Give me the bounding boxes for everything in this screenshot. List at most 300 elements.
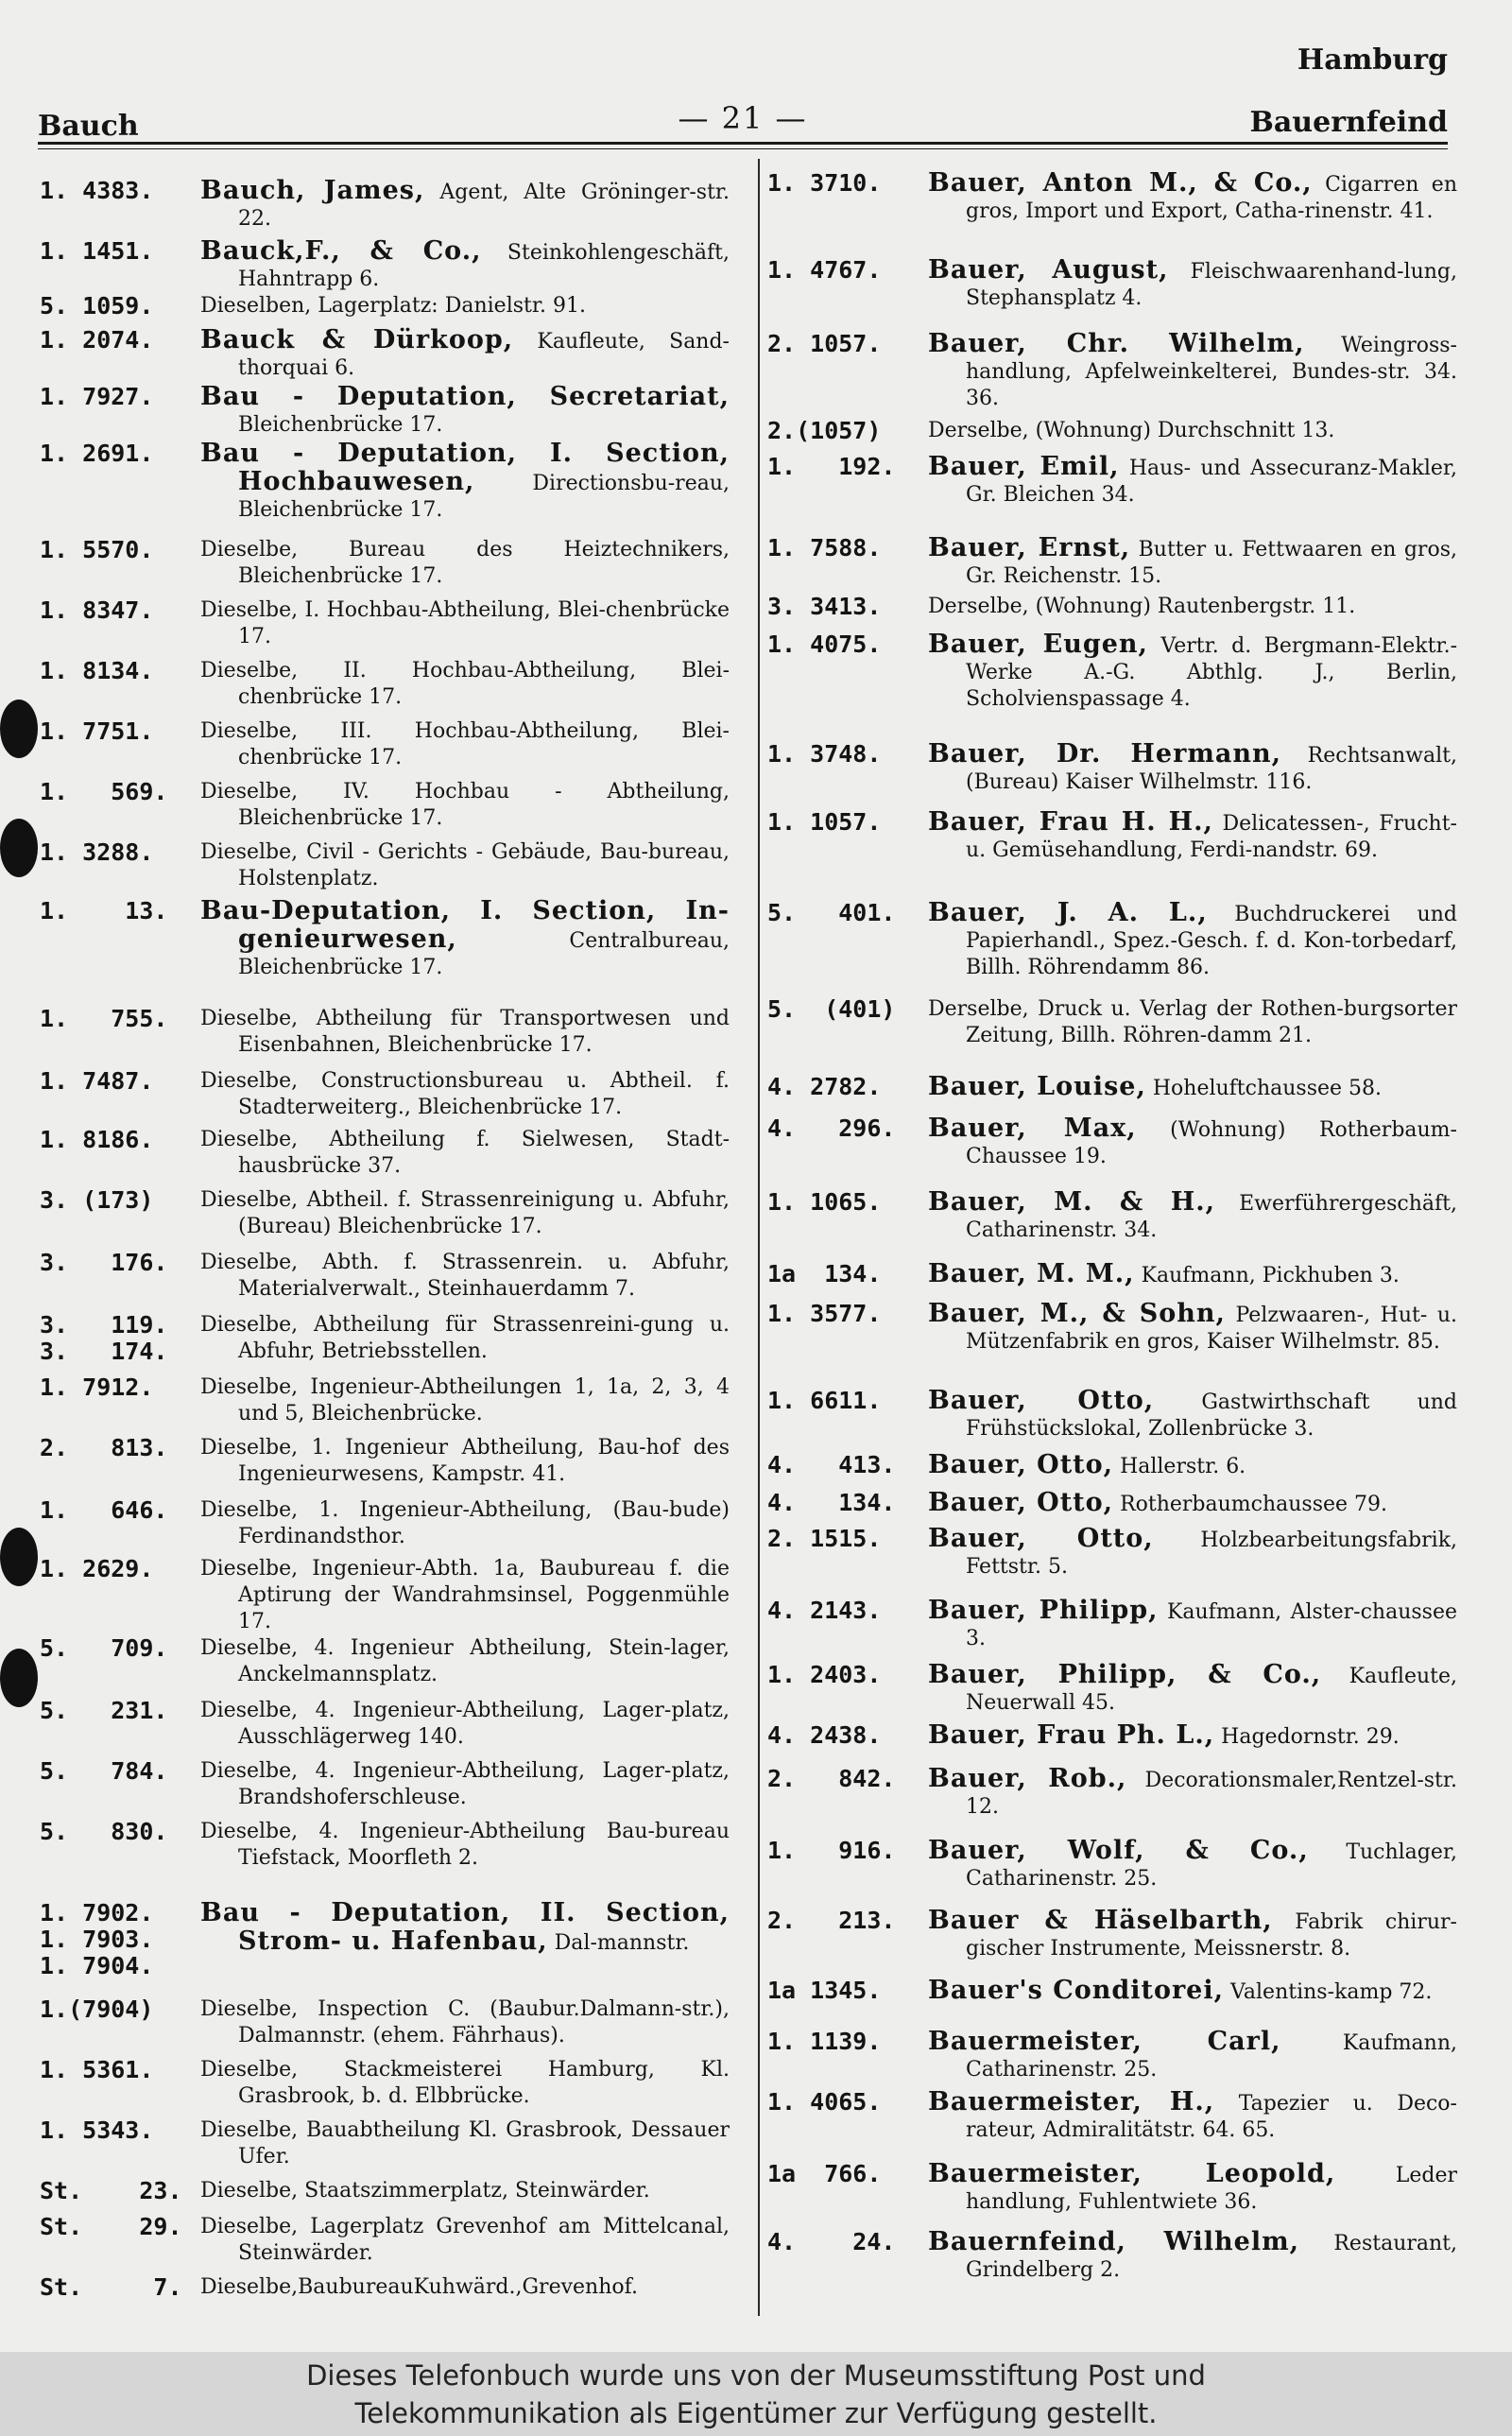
- entry-description: Dieselbe, I. Hochbau-Abtheilung, Blei-chenbrücke 17.: [200, 598, 730, 648]
- entry-name: Bauer, Chr. Wilhelm,: [928, 329, 1305, 358]
- entry-name: Bauer, Philipp, & Co.,: [928, 1660, 1322, 1689]
- phone-number: 1. 569.: [40, 778, 168, 805]
- directory-entry: [40, 384, 730, 439]
- entry-description: Dieselbe, Abtheilung für Strassenreini-gung u. Abfuhr, Betriebsstellen.: [200, 1313, 730, 1363]
- directory-entry: [40, 441, 730, 524]
- directory-entry: [767, 1115, 1457, 1170]
- entry-name: Bauermeister, Carl,: [928, 2027, 1281, 2056]
- entry-name: Bauck & Dürkoop,: [200, 325, 514, 354]
- directory-entry: [767, 1074, 1457, 1102]
- entry-text: [928, 1490, 1457, 1518]
- entry-description: Tuchlager, Catharinenstr. 25.: [966, 1840, 1457, 1891]
- entry-description: Dieselbe, 4. Ingenieur-Abtheilung, Lager-platz, Brandshoferschleuse.: [200, 1759, 730, 1809]
- entry-text: [200, 1819, 730, 1872]
- entry-text: [200, 2117, 730, 2170]
- phone-number: 1. 5361.: [40, 2056, 154, 2083]
- entry-text: [928, 257, 1457, 312]
- right-column: [767, 170, 1457, 2316]
- directory-entry: [767, 170, 1457, 225]
- directory-entry: [767, 594, 1457, 620]
- entry-name: Bau-Deputation, I. Section, In-genieurwesen,: [200, 896, 730, 954]
- entry-name: Bauermeister, Leopold,: [928, 2159, 1336, 2188]
- phone-number: 5. 830.: [40, 1818, 168, 1845]
- page-number: — 21 —: [678, 100, 808, 136]
- directory-entry: [40, 1374, 730, 1427]
- entry-description: Buchdruckerei und Papierhandl., Spez.-Gesch. f. d. Kon-torbedarf, Billh. Röhrendamm 86.: [966, 903, 1457, 979]
- header-rule-thin: [38, 148, 1448, 149]
- phone-number: 1. 7751.: [40, 717, 154, 745]
- header-rule: [38, 142, 1448, 145]
- directory-entry: [767, 1452, 1457, 1480]
- phone-number: 1. 2074.: [40, 326, 154, 354]
- directory-entry: [40, 1635, 730, 1688]
- directory-entry: [767, 809, 1457, 864]
- entry-name: Bauer, Philipp,: [928, 1596, 1159, 1625]
- directory-entry: [40, 2178, 730, 2204]
- entry-text: [928, 331, 1457, 412]
- entry-description: Holzbearbeitungsfabrik, Fettstr. 5.: [966, 1529, 1458, 1579]
- directory-entry: [40, 2057, 730, 2110]
- entry-text: [200, 2178, 730, 2204]
- entry-description: Dal-mannstr.: [554, 1931, 690, 1955]
- entry-text: [200, 597, 730, 650]
- entry-description: Dieselbe, Bureau des Heiztechnikers, Bleichenbrücke 17.: [200, 538, 730, 588]
- directory-entry: [40, 238, 730, 293]
- entry-name: Bauer, Frau H. H.,: [928, 807, 1213, 837]
- punch-hole: [0, 700, 38, 758]
- phone-number: 3. 176.: [40, 1249, 168, 1276]
- directory-entry: [40, 1435, 730, 1488]
- directory-entry: [767, 257, 1457, 312]
- entry-description: Kaufleute, Sand-thorquai 6.: [238, 330, 730, 380]
- phone-number: 3. (173): [40, 1186, 154, 1214]
- directory-entry: [767, 1838, 1457, 1892]
- directory-entry: [40, 718, 730, 771]
- directory-entry: [767, 1598, 1457, 1652]
- phone-number: 1. 192.: [767, 453, 896, 480]
- phone-number: 4. 24.: [767, 2228, 896, 2255]
- directory-entry: [40, 1758, 730, 1811]
- entry-name: Bauck,F., & Co.,: [200, 236, 482, 266]
- phone-number: 2.(1057): [767, 417, 882, 444]
- entry-name: Bauer, Otto,: [928, 1386, 1155, 1415]
- entry-name: Bauer, Frau Ph. L.,: [928, 1720, 1215, 1750]
- entry-name: Bauer, Otto,: [928, 1488, 1114, 1517]
- directory-entry: [767, 900, 1457, 981]
- page-header: [38, 38, 1448, 151]
- phone-number: 2. 813.: [40, 1434, 168, 1461]
- entry-name: Bauer, M. & H.,: [928, 1187, 1216, 1217]
- entry-text: [200, 1556, 730, 1635]
- phone-number: 3. 119. 3. 174.: [40, 1311, 168, 1365]
- entry-text: [200, 2274, 730, 2301]
- directory-entry: [40, 2274, 730, 2301]
- entry-name: Bauer, Otto,: [928, 1450, 1114, 1479]
- phone-number: 1. 3710.: [767, 169, 882, 197]
- phone-number: 5. 1059.: [40, 292, 154, 320]
- phone-number: 1. 2629.: [40, 1555, 154, 1582]
- entry-description: Restaurant, Grindelberg 2.: [966, 2232, 1457, 2282]
- entry-text: [200, 384, 730, 439]
- directory-entry: [767, 1301, 1457, 1356]
- entry-name: Bau - Deputation, I. Section, Hochbauwesen,: [200, 439, 730, 496]
- entry-text: [928, 2161, 1457, 2216]
- entry-description: Dieselbe, Constructionsbureau u. Abtheil. f. Stadterweiterg., Bleichenbrücke 17.: [200, 1069, 730, 1119]
- phone-number: 1. 1139.: [767, 2028, 882, 2055]
- right-catchword: Bauernfeind: [1249, 106, 1448, 139]
- phone-number: 5. 401.: [767, 899, 896, 926]
- entry-description: Pelzwaaren-, Hut- u. Mützenfabrik en gros, Kaiser Wilhelmstr. 85.: [966, 1304, 1458, 1354]
- phone-number: 1. 7902. 1. 7903. 1. 7904.: [40, 1899, 154, 1979]
- entry-text: [928, 2229, 1457, 2284]
- phone-number: 4. 2143.: [767, 1597, 882, 1624]
- directory-entry: [40, 1250, 730, 1303]
- entry-text: [928, 1908, 1457, 1962]
- entry-description: Rotherbaumchaussee 79.: [1120, 1493, 1388, 1516]
- phone-number: 1. 8186.: [40, 1126, 154, 1153]
- city-label: Hamburg: [1297, 43, 1448, 77]
- entry-description: Dieselbe, Staatszimmerplatz, Steinwärder.: [200, 2179, 650, 2203]
- directory-entry: [40, 1312, 730, 1365]
- directory-entry: [40, 1006, 730, 1059]
- directory-entry: [767, 2229, 1457, 2284]
- phone-number: 1. 1451.: [40, 237, 154, 265]
- directory-entry: [40, 1068, 730, 1121]
- directory-entry: [40, 779, 730, 832]
- entry-text: [200, 1068, 730, 1121]
- phone-number: 1a 134.: [767, 1260, 882, 1287]
- entry-text: [200, 1312, 730, 1365]
- entry-text: [200, 178, 730, 233]
- entry-text: [928, 631, 1457, 713]
- entry-description: Steinkohlengeschäft, Hahntrapp 6.: [238, 241, 730, 291]
- entry-description: Kaufmann, Catharinenstr. 25.: [966, 2031, 1457, 2082]
- phone-number: 5. 709.: [40, 1634, 168, 1662]
- phone-number: 4. 413.: [767, 1451, 896, 1478]
- phone-number: 4. 296.: [767, 1114, 896, 1142]
- footer-notice: [0, 2352, 1512, 2436]
- entry-text: [200, 1435, 730, 1488]
- phone-number: 1. 2691.: [40, 440, 154, 467]
- directory-entry: [40, 327, 730, 382]
- phone-number: 1. 5343.: [40, 2116, 154, 2144]
- phone-number: 1. 7487.: [40, 1067, 154, 1095]
- directory-entry: [767, 631, 1457, 713]
- entry-description: Gastwirthschaft und Frühstückslokal, Zollenbrücke 3.: [966, 1391, 1457, 1441]
- entry-text: [928, 1115, 1457, 1170]
- entry-description: Dieselben, Lagerplatz: Danielstr. 91.: [200, 294, 586, 318]
- entry-description: Dieselbe, 4. Ingenieur Abtheilung, Stein-lager, Anckelmannsplatz.: [200, 1636, 730, 1686]
- phone-number: St. 23.: [40, 2177, 182, 2204]
- entry-name: Bauer, Ernst,: [928, 533, 1131, 562]
- entry-text: [928, 418, 1457, 444]
- entry-description: Directionsbu-reau, Bleichenbrücke 17.: [238, 472, 730, 522]
- entry-text: [200, 2214, 730, 2267]
- directory-entry: [40, 537, 730, 590]
- entry-description: Dieselbe, IV. Hochbau - Abtheilung, Bleichenbrücke 17.: [200, 780, 730, 830]
- phone-number: 2. 842.: [767, 1765, 896, 1792]
- phone-number: 2. 1515.: [767, 1525, 882, 1552]
- entry-text: [200, 1900, 730, 1979]
- phone-number: 1. 3288.: [40, 838, 154, 866]
- entry-description: Weingross-handlung, Apfelweinkelterei, Bundes-str. 34. 36.: [966, 334, 1457, 410]
- entry-description: Dieselbe, Abtheilung für Transportwesen und Eisenbahnen, Bleichenbrücke 17.: [200, 1007, 730, 1057]
- entry-description: Delicatessen-, Frucht- u. Gemüsehandlung, Ferdi-nandstr. 69.: [966, 812, 1457, 862]
- entry-description: (Wohnung) Rotherbaum-Chaussee 19.: [966, 1118, 1457, 1168]
- directory-entry: [40, 658, 730, 711]
- entry-description: Derselbe, Druck u. Verlag der Rothen-burgsorter Zeitung, Billh. Röhren-damm 21.: [928, 997, 1457, 1047]
- phone-number: 1a 766.: [767, 2160, 882, 2187]
- phone-number: 1. 8347.: [40, 596, 154, 624]
- entry-text: [200, 327, 730, 382]
- punch-hole: [0, 1649, 38, 1707]
- entry-description: Decorationsmaler,Rentzel-str. 12.: [966, 1769, 1457, 1819]
- entry-name: Bauer, Anton M., & Co.,: [928, 168, 1313, 198]
- left-catchword: Bauch: [38, 110, 139, 143]
- directory-entry: [767, 1662, 1457, 1717]
- entry-description: Kaufleute, Neuerwall 45.: [966, 1665, 1457, 1715]
- entry-name: Bauer, Otto,: [928, 1524, 1154, 1553]
- directory-entry: [40, 898, 730, 981]
- entry-text: [200, 898, 730, 981]
- entry-text: [200, 1006, 730, 1059]
- directory-entry: [767, 1766, 1457, 1821]
- entry-description: Agent, Alte Gröninger-str. 22.: [238, 181, 730, 231]
- entry-name: Bauer, Emil,: [928, 452, 1120, 481]
- entry-description: Dieselbe, II. Hochbau-Abtheilung, Blei-chenbrücke 17.: [200, 659, 730, 709]
- directory-entry: [40, 1497, 730, 1550]
- directory-entry: [40, 1187, 730, 1240]
- entry-text: [928, 2089, 1457, 2144]
- entry-name: Bauermeister, H.,: [928, 2087, 1215, 2116]
- entry-text: [200, 1497, 730, 1550]
- entry-name: Bauer, J. A. L.,: [928, 898, 1208, 927]
- entry-text: [928, 454, 1457, 509]
- entry-name: Bauch, James,: [200, 176, 425, 205]
- directory-entry: [767, 1908, 1457, 1962]
- directory-entry: [767, 1388, 1457, 1443]
- entry-name: Bauer, Wolf, & Co.,: [928, 1836, 1309, 1865]
- entry-text: [928, 2029, 1457, 2083]
- entry-text: [200, 1635, 730, 1688]
- phone-number: 1. 4065.: [767, 2088, 882, 2116]
- entry-name: Bauer, M. M.,: [928, 1259, 1135, 1288]
- directory-entry: [767, 1526, 1457, 1581]
- phone-number: 5. (401): [767, 995, 896, 1023]
- entry-text: [928, 170, 1457, 225]
- directory-entry: [767, 1978, 1457, 2006]
- entry-text: [928, 1598, 1457, 1652]
- phone-number: 1. 646.: [40, 1496, 168, 1524]
- entry-description: Leder handlung, Fuhlentwiete 36.: [966, 2164, 1458, 2214]
- entry-text: [200, 1187, 730, 1240]
- directory-entry: [767, 454, 1457, 509]
- column-divider: [758, 159, 760, 2316]
- phone-number: 1. 7927.: [40, 383, 154, 410]
- entry-description: Dieselbe, Abtheilung f. Sielwesen, Stadt-hausbrücke 37.: [200, 1128, 730, 1178]
- directory-entry: [40, 1556, 730, 1635]
- entry-description: Bleichenbrücke 17.: [238, 413, 443, 437]
- phone-number: 1. 4075.: [767, 631, 882, 658]
- entry-description: Dieselbe, Abth. f. Strassenrein. u. Abfuhr, Materialverwalt., Steinhauerdamm 7.: [200, 1251, 730, 1301]
- directory-entry: [767, 418, 1457, 444]
- entry-text: [200, 1250, 730, 1303]
- entry-name: Bauer, Eugen,: [928, 630, 1148, 659]
- entry-name: Bau - Deputation, Secretariat,: [200, 382, 730, 411]
- entry-name: Bauer's Conditorei,: [928, 1976, 1225, 2005]
- entry-description: Dieselbe, III. Hochbau-Abtheilung, Blei-chenbrücke 17.: [200, 719, 730, 769]
- phone-number: St. 29.: [40, 2213, 182, 2240]
- entry-description: Fleischwaarenhand-lung, Stephansplatz 4.: [966, 260, 1457, 310]
- entry-description: Ewerführergeschäft, Catharinenstr. 34.: [966, 1192, 1457, 1242]
- directory-entry: [767, 1189, 1457, 1244]
- entry-text: [200, 441, 730, 524]
- phone-number: 1. 2403.: [767, 1661, 882, 1688]
- entry-description: Dieselbe,BaubureauKuhwärd.,Grevenhof.: [200, 2275, 638, 2299]
- phone-number: 1. 916.: [767, 1837, 896, 1864]
- entry-description: Centralbureau, Bleichenbrücke 17.: [238, 929, 730, 979]
- entry-name: Bauer, August,: [928, 255, 1169, 285]
- entry-text: [928, 535, 1457, 590]
- entry-text: [928, 1722, 1457, 1751]
- entry-text: [200, 293, 730, 320]
- phone-number: 2. 213.: [767, 1907, 896, 1934]
- entry-text: [928, 1388, 1457, 1443]
- directory-entry: [40, 597, 730, 650]
- entry-description: Valentins-kamp 72.: [1230, 1980, 1433, 2004]
- entry-description: Fabrik chirur-gischer Instrumente, Meissnerstr. 8.: [966, 1910, 1457, 1961]
- directory-entry: [40, 2214, 730, 2267]
- entry-text: [928, 1452, 1457, 1480]
- entry-description: Tapezier u. Deco-rateur, Admiralitätstr. 64. 65.: [966, 2092, 1457, 2142]
- entry-name: Bauer & Häselbarth,: [928, 1906, 1273, 1935]
- entry-description: Kaufmann, Alster-chaussee 3.: [966, 1600, 1457, 1650]
- entry-text: [928, 1838, 1457, 1892]
- phone-number: 1. 8134.: [40, 657, 154, 684]
- directory-entry: [40, 1127, 730, 1180]
- entry-description: Dieselbe, 4. Ingenieur-Abtheilung Bau-bureau Tiefstack, Moorfleth 2.: [200, 1820, 730, 1870]
- entry-description: Hallerstr. 6.: [1120, 1455, 1246, 1478]
- phone-number: 4. 2438.: [767, 1721, 882, 1749]
- phone-number: 1. 4383.: [40, 177, 154, 204]
- phone-number: 1. 4767.: [767, 256, 882, 284]
- entry-name: Bauer, Louise,: [928, 1072, 1146, 1101]
- directory-entry: [40, 839, 730, 892]
- phone-number: 1.(7904): [40, 1995, 154, 2023]
- entry-description: Hagedornstr. 29.: [1221, 1725, 1400, 1749]
- phone-number: 1. 1057.: [767, 808, 882, 836]
- directory-entry: [767, 535, 1457, 590]
- entry-text: [928, 1074, 1457, 1102]
- entry-description: Dieselbe, Abtheil. f. Strassenreinigung u. Abfuhr, (Bureau) Bleichenbrücke 17.: [200, 1188, 730, 1238]
- entry-description: Dieselbe, 1. Ingenieur-Abtheilung, (Bau-bude) Ferdinandsthor.: [200, 1498, 730, 1548]
- directory-entry: [767, 2029, 1457, 2083]
- entry-name: Bauernfeind, Wilhelm,: [928, 2227, 1300, 2256]
- phone-number: 2. 1057.: [767, 330, 882, 357]
- directory-entry: [40, 1900, 730, 1979]
- directory-entry: [40, 178, 730, 233]
- entry-text: [200, 1698, 730, 1751]
- entry-text: [200, 1374, 730, 1427]
- phone-number: 5. 231.: [40, 1697, 168, 1724]
- entry-name: Bauer, Dr. Hermann,: [928, 739, 1282, 769]
- entry-text: [200, 839, 730, 892]
- phone-number: 1. 13.: [40, 897, 168, 924]
- entry-text: [200, 658, 730, 711]
- entry-description: Hoheluftchaussee 58.: [1152, 1077, 1383, 1100]
- entry-description: Vertr. d. Bergmann-Elektr.-Werke A.-G. Abthlg. J., Berlin, Scholvienspassage 4.: [966, 634, 1458, 711]
- entry-text: [200, 718, 730, 771]
- phone-number: St. 7.: [40, 2273, 182, 2301]
- entry-name: Bau - Deputation, II. Section, Strom- u. Hafenbau,: [200, 1898, 730, 1956]
- entry-text: [928, 809, 1457, 864]
- entry-description: Dieselbe, 1. Ingenieur Abtheilung, Bau-hof des Ingenieurwesens, Kampstr. 41.: [200, 1436, 730, 1486]
- entry-text: [928, 1766, 1457, 1821]
- directory-entry: [767, 2089, 1457, 2144]
- entry-text: [928, 1526, 1457, 1581]
- punch-hole: [0, 1528, 38, 1586]
- entry-text: [928, 1301, 1457, 1356]
- entry-text: [928, 741, 1457, 796]
- entry-description: Derselbe, (Wohnung) Rautenbergstr. 11.: [928, 595, 1356, 618]
- left-column: [40, 170, 730, 2316]
- phone-number: 3. 3413.: [767, 593, 882, 620]
- phone-number: 1. 3577.: [767, 1300, 882, 1327]
- directory-entry: [40, 1698, 730, 1751]
- entry-description: Dieselbe, Ingenieur-Abtheilungen 1, 1a, 2, 3, 4 und 5, Bleichenbrücke.: [200, 1375, 730, 1425]
- directory-entry: [767, 2161, 1457, 2216]
- directory-entry: [40, 293, 730, 320]
- phone-number: 1. 5570.: [40, 536, 154, 563]
- entry-description: Dieselbe, Inspection C. (Baubur.Dalmann-str.), Dalmannstr. (ehem. Fährhaus).: [200, 1997, 730, 2047]
- phone-number: 1. 6611.: [767, 1387, 882, 1414]
- phone-number: 1. 3748.: [767, 740, 882, 768]
- entry-description: Dieselbe, Stackmeisterei Hamburg, Kl. Grasbrook, b. d. Elbbrücke.: [200, 2058, 730, 2108]
- entry-description: Dieselbe, Bauabtheilung Kl. Grasbrook, Dessauer Ufer.: [200, 2118, 730, 2168]
- directory-entry: [40, 1996, 730, 2049]
- entry-text: [200, 2057, 730, 2110]
- entry-description: Cigarren en gros, Import und Export, Catha-rinenstr. 41.: [966, 173, 1457, 223]
- entry-text: [928, 1261, 1457, 1289]
- entry-text: [928, 900, 1457, 981]
- punch-hole: [0, 819, 38, 877]
- phone-number: 1a 1345.: [767, 1977, 882, 2004]
- entry-name: Bauer, Max,: [928, 1114, 1137, 1143]
- entry-name: Bauer, M., & Sohn,: [928, 1299, 1226, 1328]
- entry-description: Dieselbe, Civil - Gerichts - Gebäude, Bau-bureau, Holstenplatz.: [200, 840, 730, 890]
- entry-description: Kaufmann, Pickhuben 3.: [1141, 1264, 1400, 1287]
- entry-description: Dieselbe, Ingenieur-Abth. 1a, Baubureau f. die Aptirung der Wandrahmsinsel, Poggenmühle 17.: [200, 1557, 730, 1633]
- directory-entry: [40, 2117, 730, 2170]
- phone-number: 4. 134.: [767, 1489, 896, 1516]
- directory-entry: [767, 996, 1457, 1049]
- entry-text: [200, 1758, 730, 1811]
- entry-text: [200, 537, 730, 590]
- entry-text: [200, 1996, 730, 2049]
- entry-text: [928, 996, 1457, 1049]
- directory-entry: [767, 331, 1457, 412]
- directory-entry: [767, 1722, 1457, 1751]
- phone-number: 4. 2782.: [767, 1073, 882, 1100]
- entry-description: Haus- und Assecuranz-Makler, Gr. Bleichen 34.: [966, 457, 1458, 507]
- directory-entry: [40, 1819, 730, 1872]
- directory-entry: [767, 741, 1457, 796]
- entry-name: Bauer, Rob.,: [928, 1764, 1127, 1793]
- phone-number: 1. 7912.: [40, 1373, 154, 1401]
- phone-number: 1. 7588.: [767, 534, 882, 561]
- directory-entry: [767, 1490, 1457, 1518]
- entry-description: Butter u. Fettwaaren en gros, Gr. Reichenstr. 15.: [966, 538, 1457, 588]
